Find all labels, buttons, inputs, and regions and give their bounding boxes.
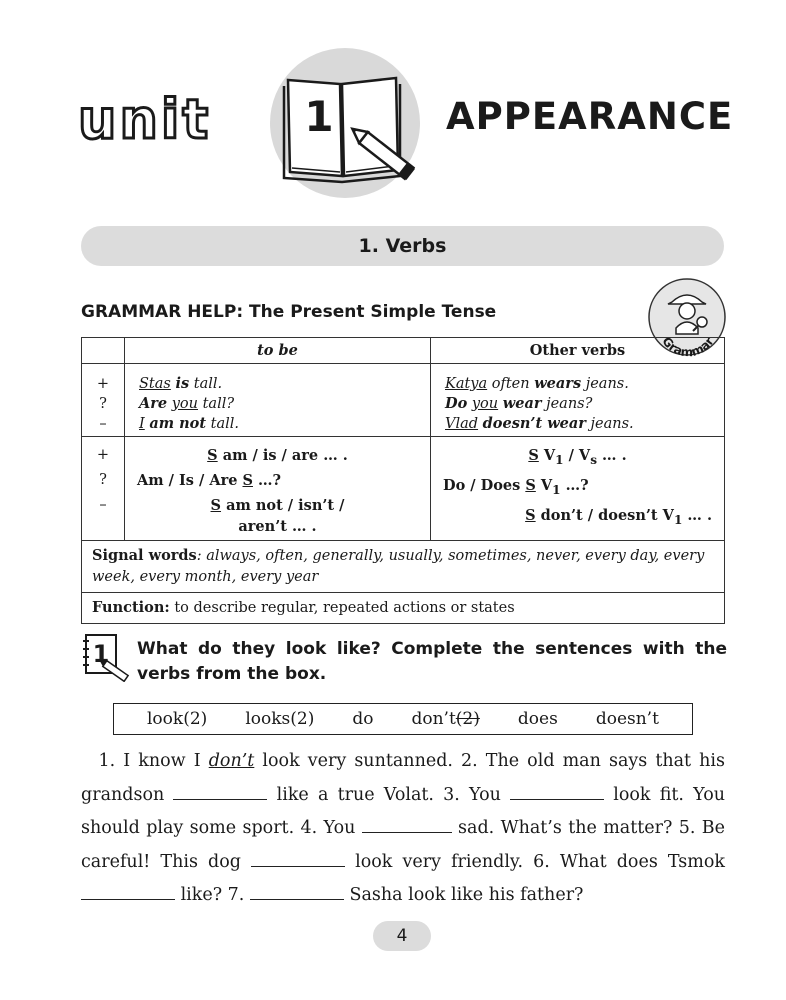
answer-blank[interactable]: [362, 814, 452, 833]
other-verbs-examples: Katya often wears jeans. Do you wear jeans? Vlad doesn’t wear jeans.: [431, 364, 725, 437]
example-answer: don’t: [208, 751, 255, 771]
function-text: to describe regular, repeated actions or states: [169, 600, 515, 616]
grammar-table: [81, 337, 725, 624]
exercise-instruction: What do they look like? Complete the sentences with the verbs from the box.: [137, 639, 727, 684]
answer-blank[interactable]: [173, 781, 267, 800]
word-box-item: looks(2): [245, 709, 315, 729]
answer-blank[interactable]: [81, 881, 175, 900]
word-box-item: does: [517, 709, 558, 729]
badge-text: Grammar: [659, 334, 717, 358]
struck-count: (2): [455, 709, 480, 729]
signal-words-label: Signal words: [92, 547, 197, 564]
unit-title: APPEARANCE: [446, 95, 734, 138]
open-book-icon: [270, 48, 420, 198]
section-title: 1. Verbs: [81, 226, 724, 266]
header-other-verbs: Other verbs: [431, 338, 725, 364]
exercise-sentences: 1. I know I don’t look very suntanned. 2. The old man says that his grandson like a true Volat. 3. You look fit. You should play some sport. 4. You sad. What’s the matter? 5. Be careful! This dog look very friendly. 6. What does Tsmok like? 7. Sasha look like his father?: [81, 751, 726, 905]
sign-column-forms: + ? –: [82, 437, 125, 541]
signal-words-list: : always, often, generally, usually, sometimes, never, every day, every week, every month, every year: [92, 548, 705, 585]
answer-blank[interactable]: [250, 881, 344, 900]
sign-column: + ? –: [82, 364, 125, 437]
table-row-function: [82, 593, 725, 624]
answer-blank[interactable]: [510, 781, 604, 800]
exercise-number: 1: [92, 640, 110, 668]
grammar-help-title: GRAMMAR HELP: The Present Simple Tense: [81, 302, 497, 322]
unit-word: unit: [78, 88, 212, 151]
table-row-signal-words: [82, 541, 725, 593]
to-be-examples: Stas is tall. Are you tall? I am not tall.: [125, 364, 431, 437]
word-box: [113, 703, 693, 735]
word-box-item: don’t(2): [411, 709, 480, 729]
word-box-item: do: [352, 709, 374, 729]
page-number: 4: [373, 921, 431, 951]
exercise-notebook-icon: [80, 632, 132, 682]
header-to-be: to be: [125, 338, 431, 364]
other-verbs-forms: S $V_1 / V_s$ … . Do / Does S $V_1$ …? S don’t / doesn’t $V_1$ … .: [431, 437, 725, 541]
table-row-forms: [82, 437, 725, 541]
word-box-item: doesn’t: [595, 709, 659, 729]
table-row-examples: [82, 364, 725, 437]
word-box-item: look(2): [147, 709, 208, 729]
function-label: Function:: [92, 599, 170, 616]
answer-blank[interactable]: [251, 848, 345, 867]
table-header-row: [82, 338, 725, 364]
unit-number: 1: [304, 92, 334, 141]
to-be-forms: S am / is / are … . Am / Is / Are S …? S am not / isn’t / aren’t … .: [125, 437, 431, 541]
